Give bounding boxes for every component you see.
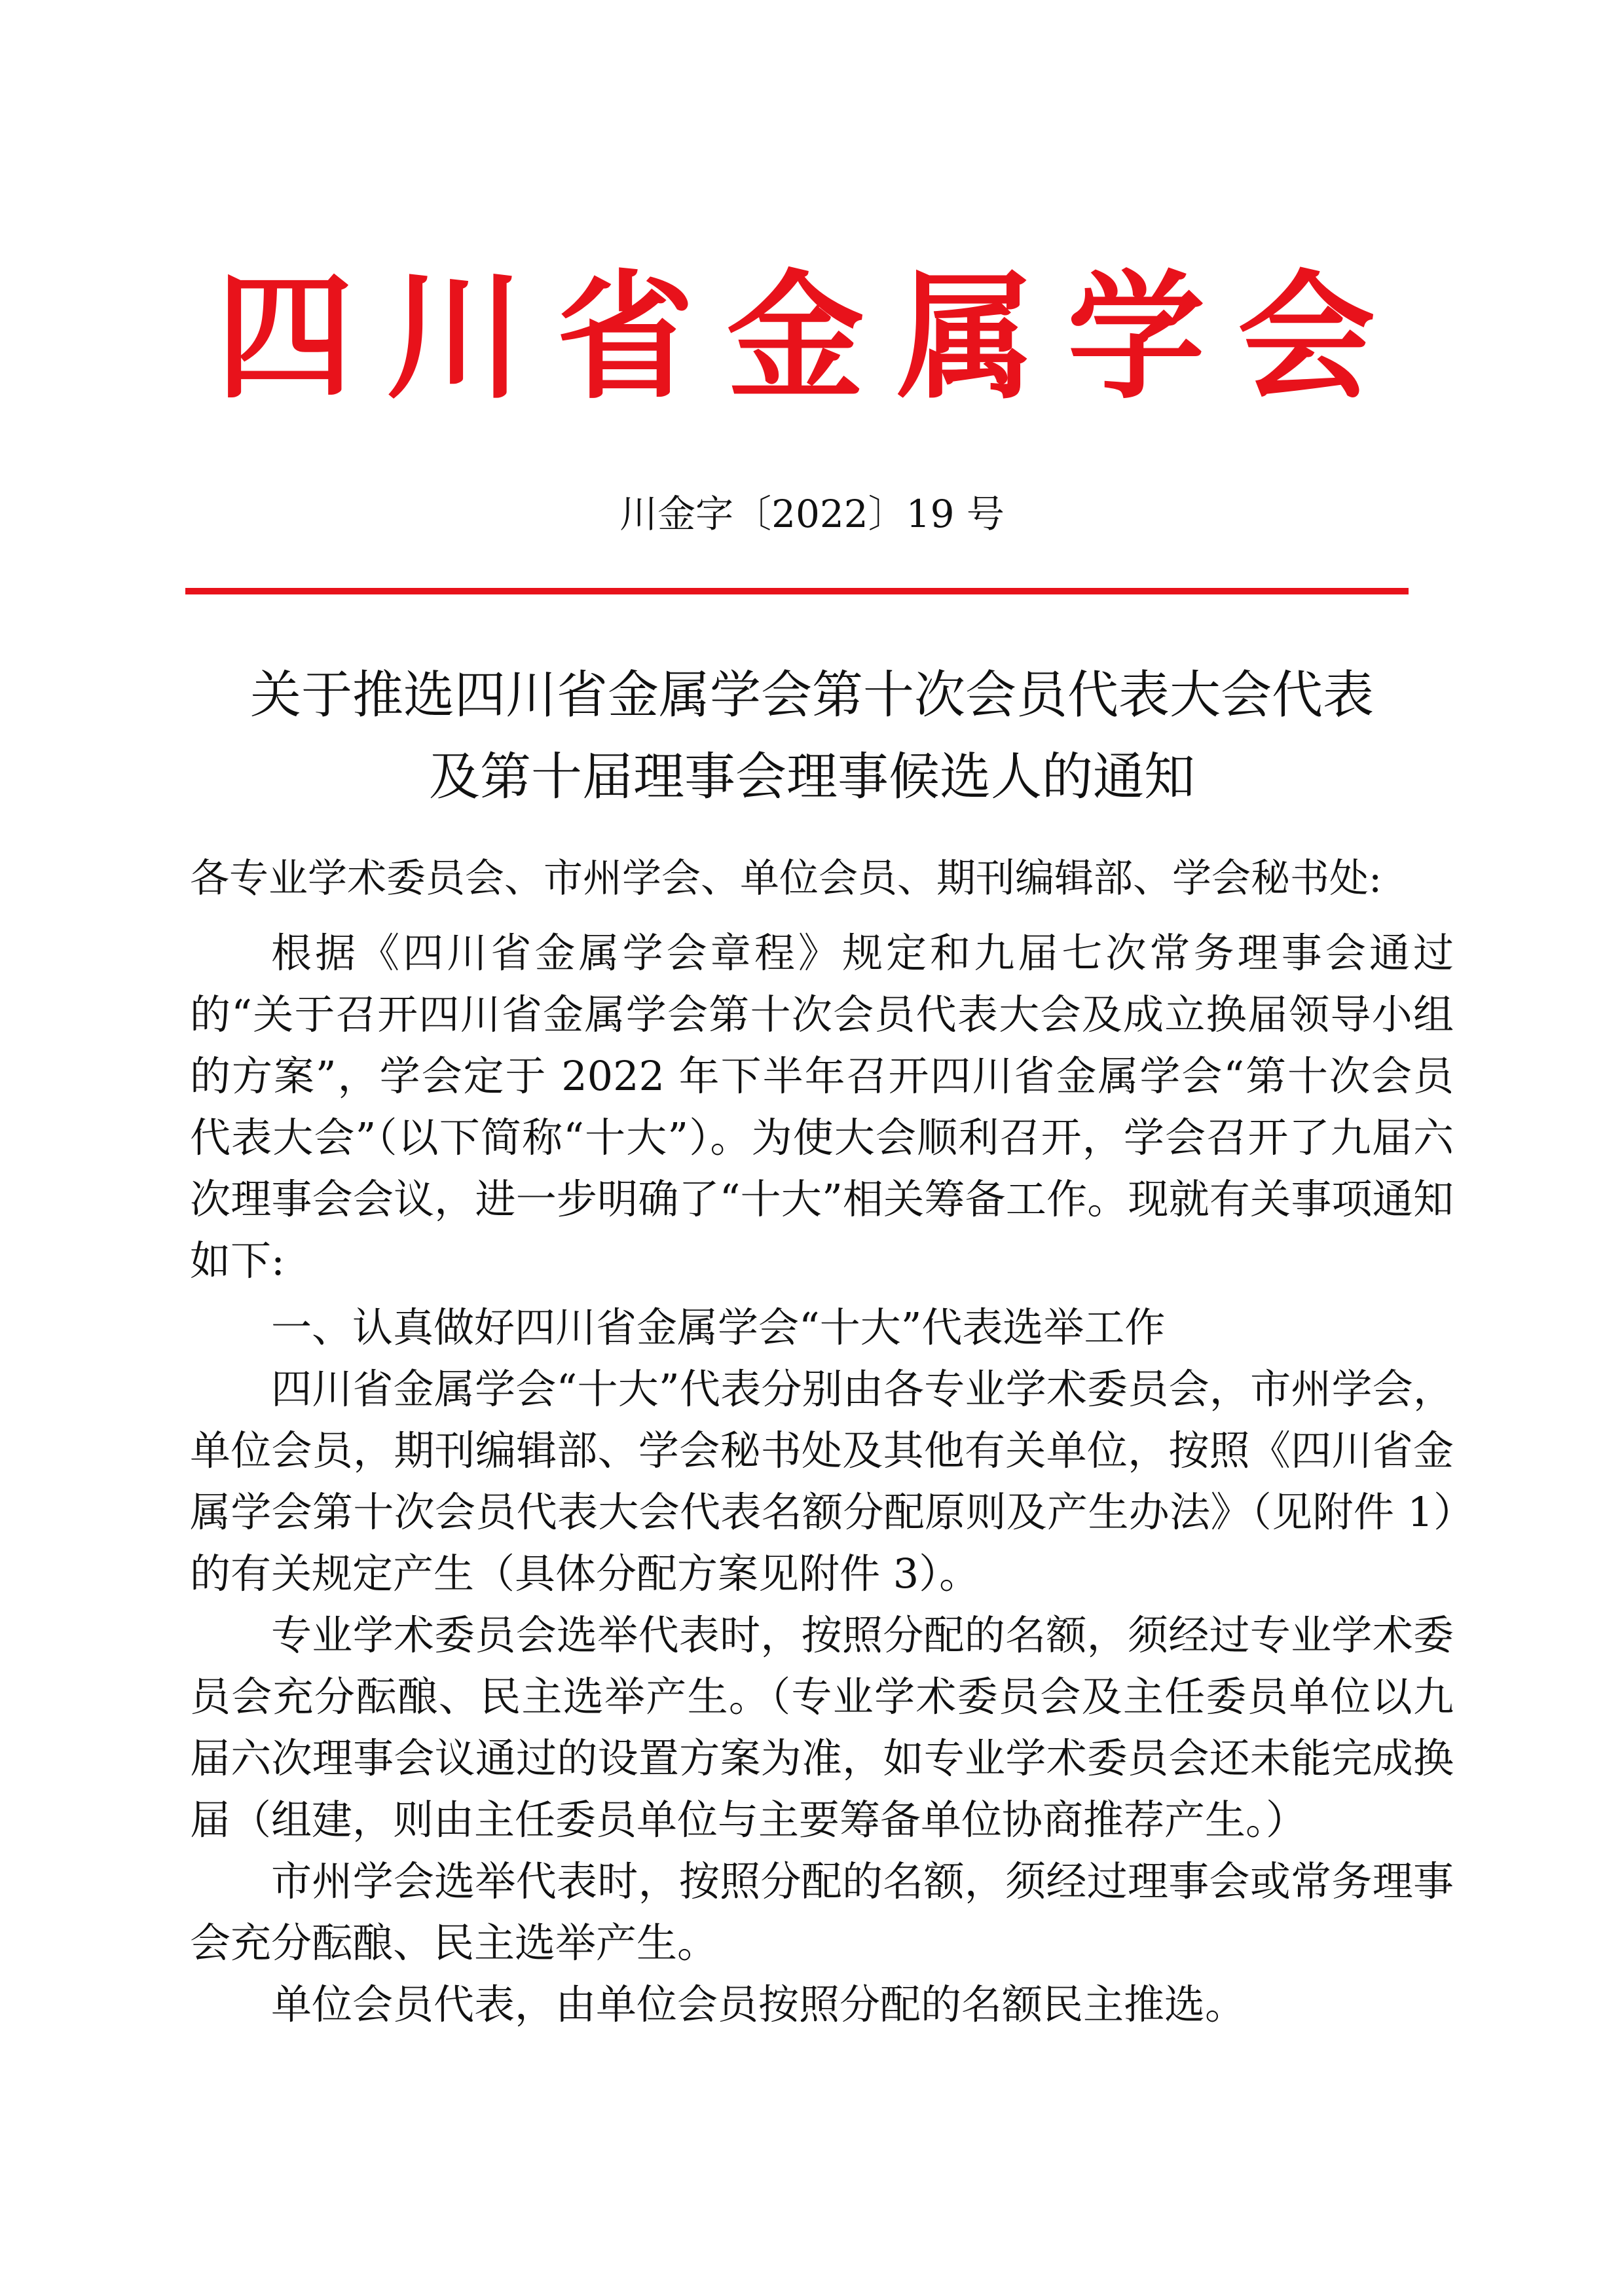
notice-title — [131, 655, 1493, 818]
salutation: 各专业学术委员会、市州学会、单位会员、期刊编辑部、学会秘书处: — [190, 856, 1382, 902]
notice-title-line-2: 及第十届理事会理事候选人的通知 — [428, 748, 1195, 807]
organization-title: 四川省金属学会 — [215, 256, 1408, 418]
body-paragraph-committees: 专业学术委员会选举代表时，按照分配的名额，须经过专业学术委员会充分酝酿、民主选举产生。（专业学术委员会及主任委员单位以九届六次理事会议通过的设置方案为准，如专业学术委员会还未能完成换届（组建，则由主任委员单位与主要筹备单位协商推荐产生。） — [190, 1611, 1454, 1844]
body-paragraph-representatives: 四川省金属学会“十大”代表分别由各专业学术委员会，市州学会，单位会员，期刊编辑部、学会秘书处及其他有关单位，按照《四川省金属学会第十次会员代表大会代表名额分配原则及产生办法》（见附件 1）的有关规定产生（具体分配方案见附件 3）。 — [190, 1365, 1454, 1597]
body-paragraph-unit-members: 单位会员代表，由单位会员按照分配的名额民主推选。 — [271, 1980, 1246, 2028]
section-heading-1: 一、认真做好四川省金属学会“十大”代表选举工作 — [271, 1303, 1166, 1351]
body-paragraph-intro: 根据《四川省金属学会章程》规定和九届七次常务理事会通过的“关于召开四川省金属学会第十次会员代表大会及成立换届领导小组的方案”，学会定于 2022 年下半年召开四川省金属学会“第十次会员代表大会”（以下简称“十大”）。为使大会顺利召开，学会召开了九届六次理事会会议，进一步明确了“十大”相关筹备工作。现就有关事项通知如下: — [190, 929, 1454, 1285]
body-paragraph-city-societies: 市州学会选举代表时，按照分配的名额，须经过理事会或常务理事会充分酝酿、民主选举产生。 — [190, 1857, 1454, 1967]
notice-title-line-1: 关于推选四川省金属学会第十次会员代表大会代表 — [249, 666, 1374, 725]
red-divider-line — [185, 588, 1409, 594]
document-number: 川金字〔2022〕19 号 — [619, 492, 1005, 536]
notice-body — [190, 848, 1454, 2035]
